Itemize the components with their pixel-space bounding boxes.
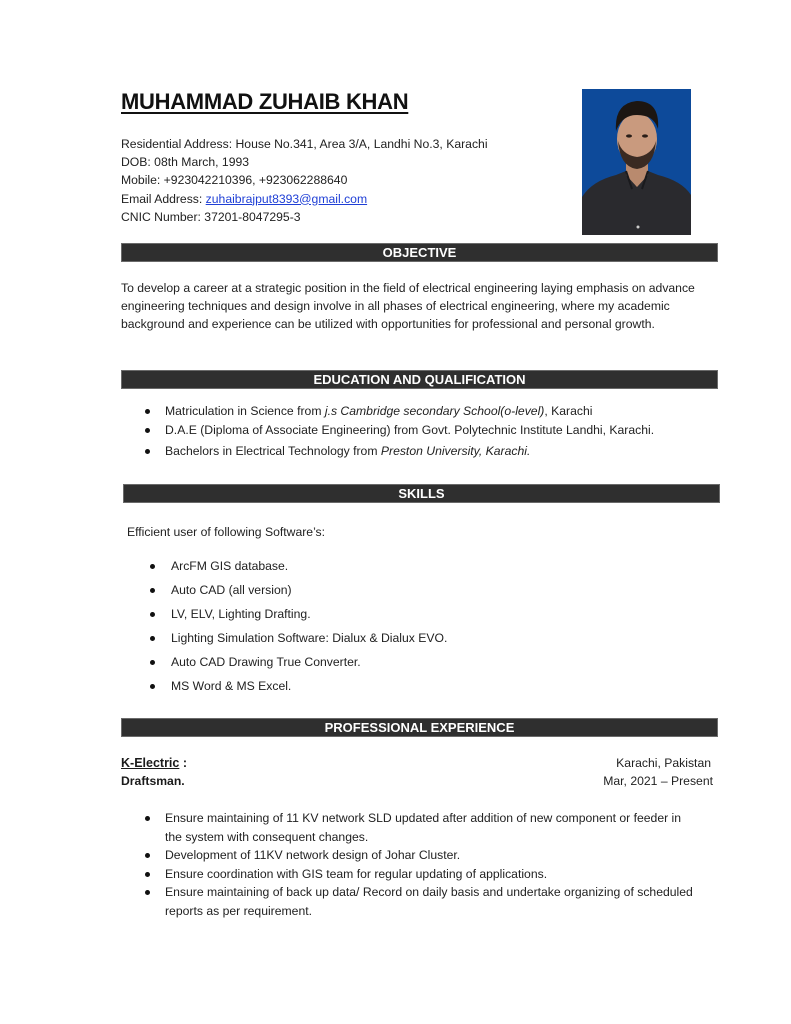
company-name: K-Electric xyxy=(121,756,180,770)
bullet-icon xyxy=(145,409,150,414)
bullet-icon xyxy=(150,660,155,665)
section-heading-skills: SKILLS xyxy=(123,484,720,503)
email-link[interactable]: zuhaibrajput8393@gmail.com xyxy=(205,191,368,206)
skills-intro: Efficient user of following Software’s: xyxy=(127,525,326,539)
skill-item: LV, ELV, Lighting Drafting. xyxy=(127,605,627,629)
date-of-birth: DOB: 08th March, 1993 xyxy=(121,155,250,170)
cnic-number: CNIC Number: 37201-8047295-3 xyxy=(121,209,301,224)
bullet-icon xyxy=(150,636,155,641)
bullet-icon xyxy=(150,564,155,569)
company-row: K-Electric : xyxy=(121,756,187,770)
education-list xyxy=(121,402,721,461)
education-item: D.A.E (Diploma of Associate Engineering) from Govt. Polytechnic Institute Landhi, Karachi. xyxy=(121,421,721,442)
bullet-icon xyxy=(145,853,150,858)
duty-item: Development of 11KV network design of Johar Cluster. xyxy=(121,846,696,865)
email-row xyxy=(121,190,488,208)
person-portrait-icon xyxy=(582,89,691,235)
section-heading-experience: PROFESSIONAL EXPERIENCE xyxy=(121,718,718,737)
skills-list xyxy=(127,557,627,701)
job-title: Draftsman. xyxy=(121,774,185,788)
objective-text: To develop a career at a strategic position in the field of electrical engineering laying emphasis on advance engineering techniques and design involve in all phases of electrical engineering, where my academic background and experience can be utilized with opportunities for professional and personal growth. xyxy=(121,281,695,332)
duty-item: Ensure maintaining of back up data/ Record on daily basis and undertake organizing of scheduled reports as per requirement. xyxy=(121,883,696,920)
education-item: Bachelors in Electrical Technology from Preston University, Karachi. xyxy=(121,442,721,461)
duty-item: Ensure coordination with GIS team for regular updating of applications. xyxy=(121,865,696,884)
duty-item: Ensure maintaining of 11 KV network SLD updated after addition of new component or feeder in the system with consequent changes. xyxy=(121,809,696,846)
profile-photo xyxy=(582,89,691,235)
email-label: Email Address: xyxy=(121,191,206,206)
skill-item: ArcFM GIS database. xyxy=(127,557,627,581)
bullet-icon xyxy=(150,684,155,689)
section-heading-objective: OBJECTIVE xyxy=(121,243,718,262)
skill-item: Auto CAD (all version) xyxy=(127,581,627,605)
job-period: Mar, 2021 – Present xyxy=(603,774,713,788)
bullet-icon xyxy=(150,612,155,617)
education-item: Matriculation in Science from j.s Cambridge secondary School(o-level), Karachi xyxy=(121,402,721,421)
candidate-name: MUHAMMAD ZUHAIB KHAN xyxy=(121,89,409,114)
skill-item: MS Word & MS Excel. xyxy=(127,677,627,701)
bullet-icon xyxy=(145,449,150,454)
bullet-icon xyxy=(145,816,150,821)
address: Residential Address: House No.341, Area 3/A, Landhi No.3, Karachi xyxy=(121,137,488,151)
skill-item: Auto CAD Drawing True Converter. xyxy=(127,653,627,677)
mobile-numbers: Mobile: +923042210396, +923062288640 xyxy=(121,173,348,188)
bullet-icon xyxy=(145,890,150,895)
bullet-icon xyxy=(150,588,155,593)
bullet-icon xyxy=(145,872,150,877)
job-location: Karachi, Pakistan xyxy=(616,756,711,770)
section-heading-education: EDUCATION AND QUALIFICATION xyxy=(121,370,718,389)
contact-block xyxy=(121,135,488,226)
bullet-icon xyxy=(145,428,150,433)
skill-item: Lighting Simulation Software: Dialux & Dialux EVO. xyxy=(127,629,627,653)
duties-list xyxy=(121,809,696,920)
